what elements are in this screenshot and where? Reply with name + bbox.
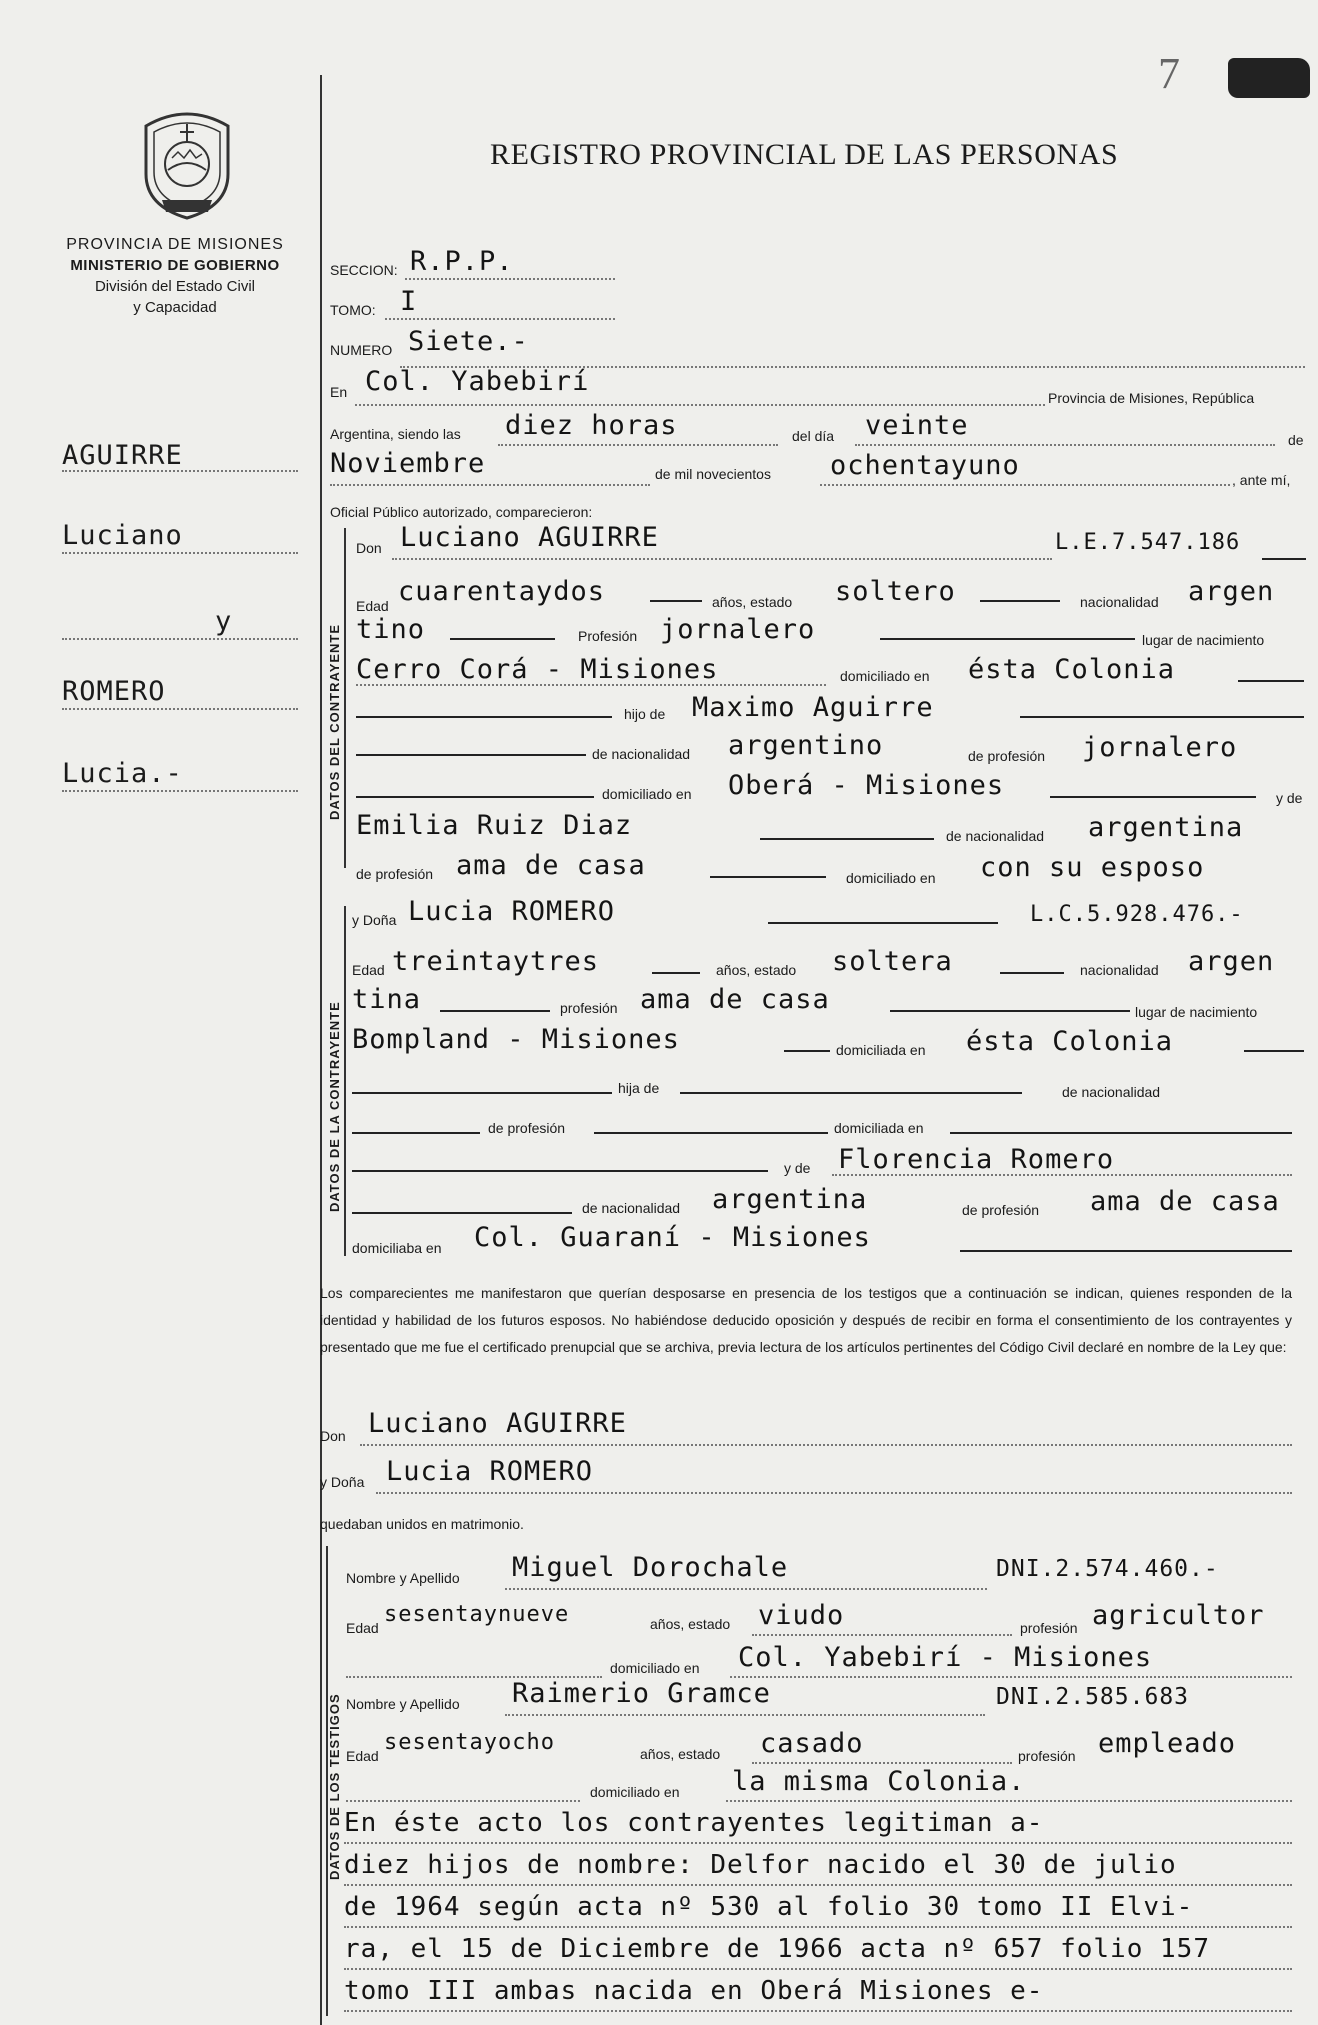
w1-profesion: agricultor <box>1092 1600 1265 1631</box>
groom-padre-dom-label: domiciliado en <box>602 786 692 802</box>
groom-hijo-label: hijo de <box>624 706 666 722</box>
groom-padre-prof-label: de profesión <box>968 748 1046 764</box>
groom-doc-line <box>1262 558 1306 560</box>
margin-conjunction: y <box>215 606 233 637</box>
w1-estado-line <box>752 1634 1012 1636</box>
bride-padre-nac-label: de nacionalidad <box>1062 1084 1161 1100</box>
bride-edad: treintaytres <box>392 946 600 977</box>
w2-anios-label: años, estado <box>640 1746 721 1762</box>
groom-madre-prof: ama de casa <box>456 850 646 881</box>
bride-name: Lucia ROMERO <box>408 896 616 927</box>
agency-ministry: MINISTERIO DE GOBIERNO <box>70 257 280 274</box>
w2-estado-line <box>752 1762 1012 1764</box>
bride-estado: soltera <box>832 946 953 977</box>
numero-value: Siete.- <box>408 326 529 357</box>
bride-domicilio: ésta Colonia <box>966 1026 1174 1057</box>
groom-estado-line <box>980 600 1060 602</box>
margin-name-groom: Luciano <box>62 520 183 551</box>
tomo-label: TOMO: <box>330 302 376 318</box>
w2-name: Raimerio Gramce <box>512 1678 771 1709</box>
decl-don-line <box>360 1444 1292 1446</box>
w2-name-line <box>505 1714 985 1716</box>
groom-madre-nac: argentina <box>1088 812 1244 843</box>
w1-document: DNI.2.574.460.- <box>996 1556 1219 1582</box>
groom-padre: Maximo Aguirre <box>692 692 934 723</box>
issuing-agency <box>40 234 310 318</box>
groom-document: L.E.7.547.186 <box>1055 530 1241 555</box>
groom-domiciliado-label: domiciliado en <box>840 668 930 684</box>
bride-nac-line <box>440 1010 550 1012</box>
bride-estado-line <box>1000 972 1064 974</box>
groom-edad-label: Edad <box>356 598 389 614</box>
groom-anios-label: años, estado <box>712 594 793 610</box>
groom-madre-dom-label: domiciliado en <box>846 870 936 886</box>
margin-divider <box>320 75 322 2025</box>
bride-y-de-label: y de <box>784 1160 811 1176</box>
note-rule-1 <box>344 1842 1292 1844</box>
w2-edad-label: Edad <box>346 1748 379 1764</box>
agency-province: PROVINCIA DE MISIONES <box>66 236 284 253</box>
groom-lugar: Cerro Corá - Misiones <box>356 654 719 685</box>
note-rule-2 <box>344 1884 1292 1886</box>
margin-line <box>62 790 298 792</box>
w2-edad: sesentayocho <box>384 1730 555 1755</box>
declaration-text: Los comparecientes me manifestaron que querían desposarse en presencia de los testigos que a continuación se indican, quienes responden de la identidad y habilidad de los futuros esposos. No habiéndose deducido oposición y después de recibir en forma el consentimiento de los contrayentes y presentado que me fue el certificado prenupcial que se archiva, previa lectura de los artículos pertinentes del Código Civil declaré en nombre de la Ley que: <box>320 1285 1292 1355</box>
seccion-value: R.P.P. <box>410 246 514 277</box>
document-title: REGISTRO PROVINCIAL DE LAS PERSONAS <box>490 138 1119 171</box>
w1-nombre-label: Nombre y Apellido <box>346 1570 460 1586</box>
seccion-label: SECCION: <box>330 262 398 278</box>
bride-section-label: DATOS DE LA CONTRAYENTE <box>327 1001 342 1212</box>
w1-edad-label: Edad <box>346 1620 379 1636</box>
provincia-label: Provincia de Misiones, República <box>1048 390 1255 406</box>
margin-line <box>62 470 298 472</box>
groom-estado: soltero <box>835 576 956 607</box>
note-line-4: ra, el 15 de Diciembre de 1966 acta nº 657 folio 157 <box>344 1934 1210 1964</box>
bride-nacionalidad: argen <box>1188 946 1275 977</box>
bride-madre-line <box>832 1174 1292 1176</box>
groom-lugar-label: lugar de nacimiento <box>1142 632 1265 648</box>
groom-section-label: DATOS DEL CONTRAYENTE <box>327 623 342 820</box>
bride-dona-label: y Doña <box>352 912 397 928</box>
decl-dona-name: Lucia ROMERO <box>386 1456 594 1487</box>
w1-domiciliado-label: domiciliado en <box>610 1660 700 1676</box>
anio-line <box>820 484 1230 486</box>
groom-padre-dom-line2 <box>1050 796 1256 798</box>
tomo-value: I <box>400 286 418 317</box>
bride-lugar-line <box>784 1050 830 1052</box>
bride-madre-dom: Col. Guaraní - Misiones <box>474 1222 871 1253</box>
w1-estado: viudo <box>758 1600 845 1631</box>
note-rule-4 <box>344 1968 1292 1970</box>
groom-padre-dom-line <box>356 796 594 798</box>
groom-madre-dom: con su esposo <box>980 852 1205 883</box>
groom-madre-prof-label: de profesión <box>356 866 434 882</box>
bride-domicilio-line <box>1244 1050 1304 1052</box>
groom-lugar-line <box>356 684 826 686</box>
w1-dom-line <box>730 1676 1292 1678</box>
w1-name: Miguel Dorochale <box>512 1552 789 1583</box>
mil-label: de mil novecientos <box>655 466 771 482</box>
tomo-line <box>385 318 615 320</box>
agency-division: División del Estado Civil <box>94 278 256 295</box>
groom-madre-line <box>760 838 934 840</box>
bride-anios-label: años, estado <box>716 962 797 978</box>
groom-don-label: Don <box>356 540 382 556</box>
horas-value: diez horas <box>505 410 678 441</box>
oficial-label: Oficial Público autorizado, comparecieron: <box>330 504 593 520</box>
w2-profesion: empleado <box>1098 1728 1237 1759</box>
mes-line <box>330 484 650 486</box>
bride-prof-line2 <box>594 1132 828 1134</box>
en-line <box>355 404 1045 406</box>
argentina-label: Argentina, siendo las <box>330 426 461 442</box>
bride-lugar: Bompland - Misiones <box>352 1024 680 1055</box>
bride-hija-line <box>352 1092 612 1094</box>
groom-profesion-label: Profesión <box>578 628 638 644</box>
page-number: 7 <box>1158 49 1180 98</box>
bride-nacionalidad-label: nacionalidad <box>1080 962 1159 978</box>
w2-document: DNI.2.585.683 <box>996 1684 1190 1710</box>
bride-edad-line <box>652 972 700 974</box>
groom-profesion-line <box>880 638 1135 640</box>
bride-nacionalidad-cont: tina <box>352 984 422 1015</box>
bride-madre-nac: argentina <box>712 1184 868 1215</box>
bride-prof-line <box>352 1132 480 1134</box>
groom-nacionalidad-cont: tino <box>356 614 426 645</box>
groom-name-line <box>392 558 1052 560</box>
agency-division-2: y Capacidad <box>133 299 217 316</box>
bride-bracket <box>344 906 346 1256</box>
w2-domiciliado-label: domiciliado en <box>590 1784 680 1800</box>
bride-lugar-label: lugar de nacimiento <box>1135 1004 1258 1020</box>
groom-nac-line <box>450 638 555 640</box>
groom-padre-nac-label: de nacionalidad <box>592 746 691 762</box>
anio-value: ochentayuno <box>830 450 1020 481</box>
w2-dom-line <box>726 1800 1292 1802</box>
groom-madre: Emilia Ruiz Diaz <box>356 810 633 841</box>
groom-padre-nac: argentino <box>728 730 884 761</box>
province-seal-icon <box>138 108 236 220</box>
margin-line <box>62 708 298 710</box>
bride-padre-prof-label: de profesión <box>488 1120 566 1136</box>
groom-madre-prof-line <box>710 876 826 878</box>
groom-edad-line <box>650 600 702 602</box>
w2-profesion-label: profesión <box>1018 1748 1076 1764</box>
bride-madre: Florencia Romero <box>838 1144 1115 1175</box>
decl-don-label: Don <box>320 1428 346 1444</box>
dia-value: veinte <box>865 410 969 441</box>
margin-surname-groom: AGUIRRE <box>62 440 183 471</box>
bride-madre-dom-line <box>960 1250 1292 1252</box>
groom-profesion: jornalero <box>660 614 816 645</box>
groom-madre-nac-label: de nacionalidad <box>946 828 1045 844</box>
w2-nombre-label: Nombre y Apellido <box>346 1696 460 1712</box>
margin-line <box>62 638 298 640</box>
bride-dom-line <box>950 1132 1292 1134</box>
bride-madre-dom-label: domiciliaba en <box>352 1240 442 1256</box>
bride-profesion-line <box>890 1010 1130 1012</box>
groom-bracket <box>344 528 346 868</box>
bride-edad-label: Edad <box>352 962 385 978</box>
note-line-5: tomo III ambas nacida en Oberá Misiones e- <box>344 1976 1044 2006</box>
bride-profesion: ama de casa <box>640 984 830 1015</box>
decl-quedaban: quedaban unidos en matrimonio. <box>320 1516 524 1532</box>
bride-madre-prof: ama de casa <box>1090 1186 1280 1217</box>
ante-label: , ante mí, <box>1232 472 1291 488</box>
note-line-3: de 1964 según acta nº 530 al folio 30 tomo II Elvi- <box>344 1892 1194 1922</box>
w2-dom-pre-line <box>346 1800 580 1802</box>
groom-hijo-line <box>356 716 612 718</box>
groom-padre-line <box>1020 716 1304 718</box>
page-corner-stamp <box>1228 58 1310 98</box>
bride-padre-line <box>680 1092 1022 1094</box>
de-label: de <box>1288 432 1304 448</box>
bride-profesion-label: profesión <box>560 1000 618 1016</box>
mes-value: Noviembre <box>330 448 486 479</box>
bride-madre-nac-line <box>352 1212 572 1214</box>
decl-dona-label: y Doña <box>320 1474 365 1490</box>
groom-padre-prof: jornalero <box>1082 732 1238 763</box>
w1-anios-label: años, estado <box>650 1616 731 1632</box>
bride-hija-label: hija de <box>618 1080 660 1096</box>
decl-don-name: Luciano AGUIRRE <box>368 1408 627 1439</box>
margin-line <box>62 552 298 554</box>
bride-madre-prof-label: de profesión <box>962 1202 1040 1218</box>
w2-estado: casado <box>760 1728 864 1759</box>
bride-madre-nac-label: de nacionalidad <box>582 1200 681 1216</box>
del-dia-label: del día <box>792 428 835 444</box>
w1-profesion-label: profesión <box>1020 1620 1078 1636</box>
groom-edad: cuarentaydos <box>398 576 606 607</box>
w1-name-line <box>505 1588 987 1590</box>
groom-padre-nac-line <box>356 754 586 756</box>
note-line-2: diez hijos de nombre: Delfor nacido el 30 de julio <box>344 1850 1177 1880</box>
groom-nacionalidad-label: nacionalidad <box>1080 594 1159 610</box>
w1-edad: sesentaynueve <box>384 1602 570 1627</box>
witness-section-label: DATOS DE LOS TESTIGOS <box>327 1693 342 1880</box>
en-value: Col. Yabebirí <box>365 366 590 397</box>
groom-domicilio-line <box>1238 680 1304 682</box>
numero-label: NUMERO <box>330 342 393 358</box>
dia-line <box>855 444 1275 446</box>
groom-name: Luciano AGUIRRE <box>400 522 659 553</box>
groom-domicilio: ésta Colonia <box>968 654 1176 685</box>
bride-padre-dom-label: domiciliada en <box>834 1120 924 1136</box>
w2-domicilio: la misma Colonia. <box>732 1766 1026 1797</box>
bride-y-de-line <box>352 1170 768 1172</box>
groom-y-de-label: y de <box>1276 790 1303 806</box>
seccion-line <box>405 278 615 280</box>
decl-dona-line <box>376 1492 1292 1494</box>
note-line-1: En éste acto los contrayentes legitiman a- <box>344 1808 1044 1838</box>
groom-padre-dom: Oberá - Misiones <box>728 770 1005 801</box>
horas-line <box>498 444 778 446</box>
bride-domiciliada-label: domiciliada en <box>836 1042 926 1058</box>
en-label: En <box>330 384 348 400</box>
margin-surname-bride: ROMERO <box>62 676 166 707</box>
note-rule-5 <box>344 2010 1292 2012</box>
groom-nacionalidad: argen <box>1188 576 1275 607</box>
note-rule-3 <box>344 1926 1292 1928</box>
w1-domicilio: Col. Yabebirí - Misiones <box>738 1642 1153 1673</box>
bride-name-line <box>768 922 998 924</box>
bride-document: L.C.5.928.476.- <box>1030 902 1244 927</box>
margin-name-bride: Lucia.- <box>62 758 183 789</box>
